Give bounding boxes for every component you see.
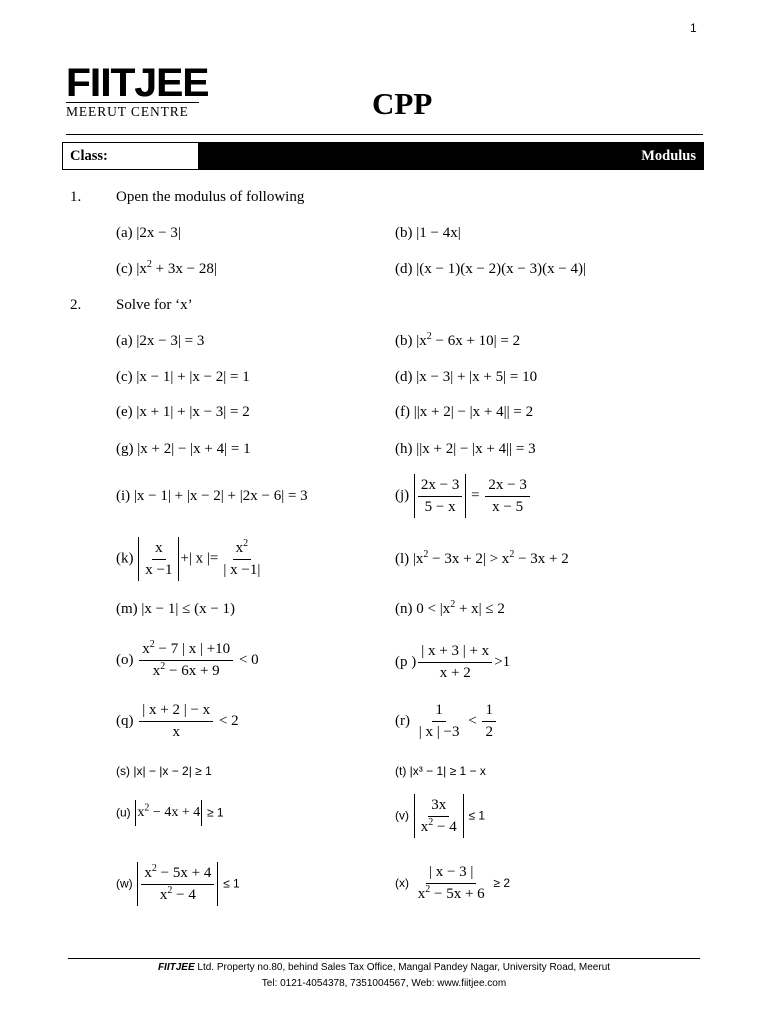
q2-n: (n) $0 < |x^2 + x| \le 2$ <box>395 599 505 617</box>
q2-u: (u) $x^2 - 4x + 4 \ge 1$ <box>116 800 224 826</box>
topic-label: Modulus <box>641 148 696 164</box>
q2-l: (l) $|x^2 - 3x + 2| > x^2 - 3x + 2$ <box>395 549 569 567</box>
q2-x: (x) $\frac{| x - 3 |}{x^2 - 5x + 6}$ ≥ 2 <box>395 864 511 902</box>
fiitjee-logo <box>66 61 209 119</box>
q1-d: (d) |(x − 1)(x − 2)(x − 3)(x − 4)| <box>395 261 587 277</box>
q2-c: (c) |x − 1| + |x − 2| = 1 <box>116 369 250 385</box>
q1-text: Open the modulus of following <box>116 189 305 205</box>
q2-i: (i) |x − 1| + |x − 2| + |2x − 6| = 3 <box>116 488 308 504</box>
q2-s: (s) |x| − |x − 2| ≥ 1 <box>116 764 212 778</box>
q2-text: Solve for ‘x’ <box>116 297 193 313</box>
q2-o: (o) $\frac{x^2 - 7 | x | +10}{x^2 - 6x + 9}$ < 0 <box>116 639 259 679</box>
q2-v: (v) $\frac{3x}{x^2 - 4}$ ≤ 1 <box>395 794 485 838</box>
header-rule <box>66 134 703 135</box>
q2-m: (m) |x − 1| ≤ (x − 1) <box>116 601 236 617</box>
q2-p: (p ) $\frac{| x + 3 | + x}{x + 2}$ >1 <box>395 643 511 681</box>
q2-r: (r) $\frac{1}{| x | -3}$ < $\frac{1}{2}$ <box>395 702 498 741</box>
q1-c: (c) $|x^2 + 3x - 28|$ <box>116 259 217 277</box>
q2-f: (f) ||x + 2| − |x + 4|| = 2 <box>395 404 534 420</box>
document-title: CPP <box>372 86 433 121</box>
q2-w: (w) $\frac{x^2 - 5x + 4}{x^2 - 4}$ ≤ 1 <box>116 862 240 906</box>
footer-rule <box>68 958 700 959</box>
q2-d: (d) |x − 3| + |x + 5| = 10 <box>395 369 538 385</box>
q2-g: (g) |x + 2| − |x + 4| = 1 <box>116 441 251 457</box>
q1-a: (a) |2x − 3| <box>116 225 181 241</box>
footer-address: FIITJEE Ltd. Property no.80, behind Sales Tax Office, Mangal Pandey Nagar, University Road, Meerut <box>157 962 611 973</box>
class-bar <box>62 142 704 170</box>
class-label: Class: <box>63 143 199 169</box>
q2-e: (e) |x + 1| + |x − 3| = 2 <box>116 404 250 420</box>
q1-b: (b) |1 − 4x| <box>395 225 461 241</box>
q2-k: (k) $\frac{x}{x -1}$ +| x |= $\frac{x^2}{| x -1|}$ <box>116 537 265 581</box>
footer-brand: FIITJEE <box>157 962 195 973</box>
q2-number: 2. <box>70 297 82 313</box>
logo-word: FIITJEE <box>66 61 209 105</box>
q2-b: (b) $|x^2 - 6x + 10| = 2$ <box>395 331 521 349</box>
q2-j: (j) $\frac{2x - 3}{5 - x}$ = $\frac{2x - 3}{x - 5}$ <box>395 474 532 518</box>
page-number: 1 <box>690 21 697 35</box>
q2-h: (h) ||x + 2| − |x + 4|| = 3 <box>395 441 536 457</box>
q2-t: (t) |x³ − 1| ≥ 1 − x <box>395 764 486 778</box>
q2-a: (a) |2x − 3| = 3 <box>116 333 205 349</box>
q1-number: 1. <box>70 189 82 205</box>
footer-contact: Tel: 0121-4054378, 7351004567, Web: www.fiitjee.com <box>261 978 507 989</box>
logo-subtitle: MEERUT CENTRE <box>66 104 189 119</box>
q2-q: (q) $\frac{| x + 2 | - x}{x}$ < 2 <box>116 702 239 740</box>
